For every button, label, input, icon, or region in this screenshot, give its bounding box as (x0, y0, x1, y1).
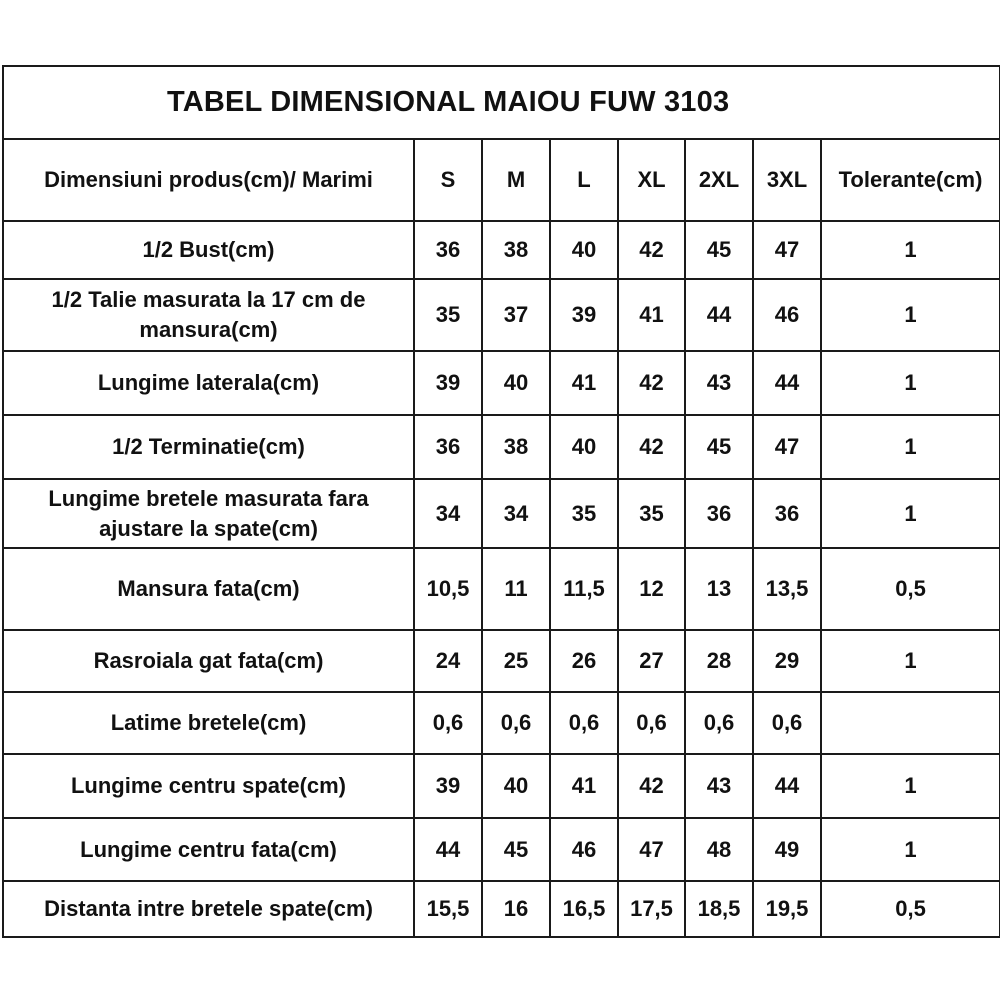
size-value-cell: 44 (414, 818, 482, 881)
size-value-cell: 41 (550, 351, 618, 415)
size-value-cell: 27 (618, 630, 685, 692)
size-value-cell: 0,6 (753, 692, 821, 754)
row-label: 1/2 Terminatie(cm) (3, 415, 414, 479)
table-row (3, 351, 1000, 415)
size-value-cell: 13 (685, 548, 753, 630)
table-row (3, 221, 1000, 279)
tolerance-cell: 1 (821, 754, 1000, 818)
header-size-xl: XL (618, 139, 685, 221)
size-value-cell: 36 (414, 221, 482, 279)
size-value-cell: 46 (550, 818, 618, 881)
title-row (3, 66, 1000, 139)
size-value-cell: 17,5 (618, 881, 685, 937)
row-label: Lungime laterala(cm) (3, 351, 414, 415)
size-value-cell: 18,5 (685, 881, 753, 937)
row-label: Distanta intre bretele spate(cm) (3, 881, 414, 937)
size-value-cell: 39 (550, 279, 618, 351)
header-size-3xl: 3XL (753, 139, 821, 221)
size-value-cell: 40 (550, 221, 618, 279)
table-row (3, 630, 1000, 692)
size-value-cell: 41 (550, 754, 618, 818)
row-label: Latime bretele(cm) (3, 692, 414, 754)
size-value-cell: 24 (414, 630, 482, 692)
size-value-cell: 40 (550, 415, 618, 479)
size-value-cell: 42 (618, 754, 685, 818)
size-value-cell: 11 (482, 548, 550, 630)
size-value-cell: 44 (753, 754, 821, 818)
size-value-cell: 39 (414, 351, 482, 415)
size-value-cell: 0,6 (482, 692, 550, 754)
size-value-cell: 15,5 (414, 881, 482, 937)
table-row (3, 692, 1000, 754)
table-row (3, 548, 1000, 630)
header-size-s: S (414, 139, 482, 221)
size-value-cell: 0,6 (550, 692, 618, 754)
size-value-cell: 42 (618, 221, 685, 279)
size-value-cell: 46 (753, 279, 821, 351)
size-value-cell: 38 (482, 415, 550, 479)
size-value-cell: 47 (618, 818, 685, 881)
size-value-cell: 13,5 (753, 548, 821, 630)
tolerance-cell: 1 (821, 221, 1000, 279)
size-value-cell: 36 (414, 415, 482, 479)
size-value-cell: 35 (550, 479, 618, 548)
size-value-cell: 43 (685, 754, 753, 818)
tolerance-cell: 1 (821, 818, 1000, 881)
row-label: Lungime bretele masurata fara ajustare la spate(cm) (3, 479, 414, 548)
size-value-cell: 43 (685, 351, 753, 415)
tolerance-cell: 1 (821, 351, 1000, 415)
header-size-l: L (550, 139, 618, 221)
size-value-cell: 39 (414, 754, 482, 818)
table-row (3, 881, 1000, 937)
size-value-cell: 40 (482, 754, 550, 818)
size-value-cell: 0,6 (685, 692, 753, 754)
header-size-2xl: 2XL (685, 139, 753, 221)
size-value-cell: 36 (685, 479, 753, 548)
tolerance-cell: 1 (821, 279, 1000, 351)
size-value-cell: 25 (482, 630, 550, 692)
table-row (3, 279, 1000, 351)
size-value-cell: 45 (685, 415, 753, 479)
tolerance-cell: 0,5 (821, 548, 1000, 630)
size-value-cell: 0,6 (618, 692, 685, 754)
table-row (3, 754, 1000, 818)
size-value-cell: 47 (753, 415, 821, 479)
table-title: TABEL DIMENSIONAL MAIOU FUW 3103 (3, 66, 1000, 139)
size-value-cell: 28 (685, 630, 753, 692)
size-chart-table (2, 65, 1000, 938)
size-value-cell: 37 (482, 279, 550, 351)
row-label: Mansura fata(cm) (3, 548, 414, 630)
size-value-cell: 35 (414, 279, 482, 351)
size-value-cell: 12 (618, 548, 685, 630)
header-size-m: M (482, 139, 550, 221)
row-label: 1/2 Talie masurata la 17 cm de mansura(cm) (3, 279, 414, 351)
size-value-cell: 16 (482, 881, 550, 937)
size-value-cell: 42 (618, 415, 685, 479)
size-value-cell: 44 (685, 279, 753, 351)
tolerance-cell: 1 (821, 630, 1000, 692)
size-value-cell: 29 (753, 630, 821, 692)
tolerance-cell: 0,5 (821, 881, 1000, 937)
size-value-cell: 11,5 (550, 548, 618, 630)
row-label: Lungime centru fata(cm) (3, 818, 414, 881)
row-label: Lungime centru spate(cm) (3, 754, 414, 818)
size-value-cell: 0,6 (414, 692, 482, 754)
row-label: 1/2 Bust(cm) (3, 221, 414, 279)
size-value-cell: 41 (618, 279, 685, 351)
size-value-cell: 49 (753, 818, 821, 881)
size-value-cell: 44 (753, 351, 821, 415)
size-value-cell: 26 (550, 630, 618, 692)
row-label: Rasroiala gat fata(cm) (3, 630, 414, 692)
size-value-cell: 16,5 (550, 881, 618, 937)
size-value-cell: 36 (753, 479, 821, 548)
size-value-cell: 38 (482, 221, 550, 279)
size-value-cell: 42 (618, 351, 685, 415)
table-row (3, 415, 1000, 479)
size-value-cell: 34 (414, 479, 482, 548)
size-value-cell: 45 (482, 818, 550, 881)
size-value-cell: 48 (685, 818, 753, 881)
header-dimension-label: Dimensiuni produs(cm)/ Marimi (3, 139, 414, 221)
tolerance-cell (821, 692, 1000, 754)
table-row (3, 818, 1000, 881)
size-value-cell: 34 (482, 479, 550, 548)
size-value-cell: 47 (753, 221, 821, 279)
size-value-cell: 45 (685, 221, 753, 279)
size-value-cell: 19,5 (753, 881, 821, 937)
size-value-cell: 10,5 (414, 548, 482, 630)
table-row (3, 479, 1000, 548)
header-tolerance: Tolerante(cm) (821, 139, 1000, 221)
size-value-cell: 40 (482, 351, 550, 415)
header-row (3, 139, 1000, 221)
tolerance-cell: 1 (821, 415, 1000, 479)
tolerance-cell: 1 (821, 479, 1000, 548)
size-value-cell: 35 (618, 479, 685, 548)
